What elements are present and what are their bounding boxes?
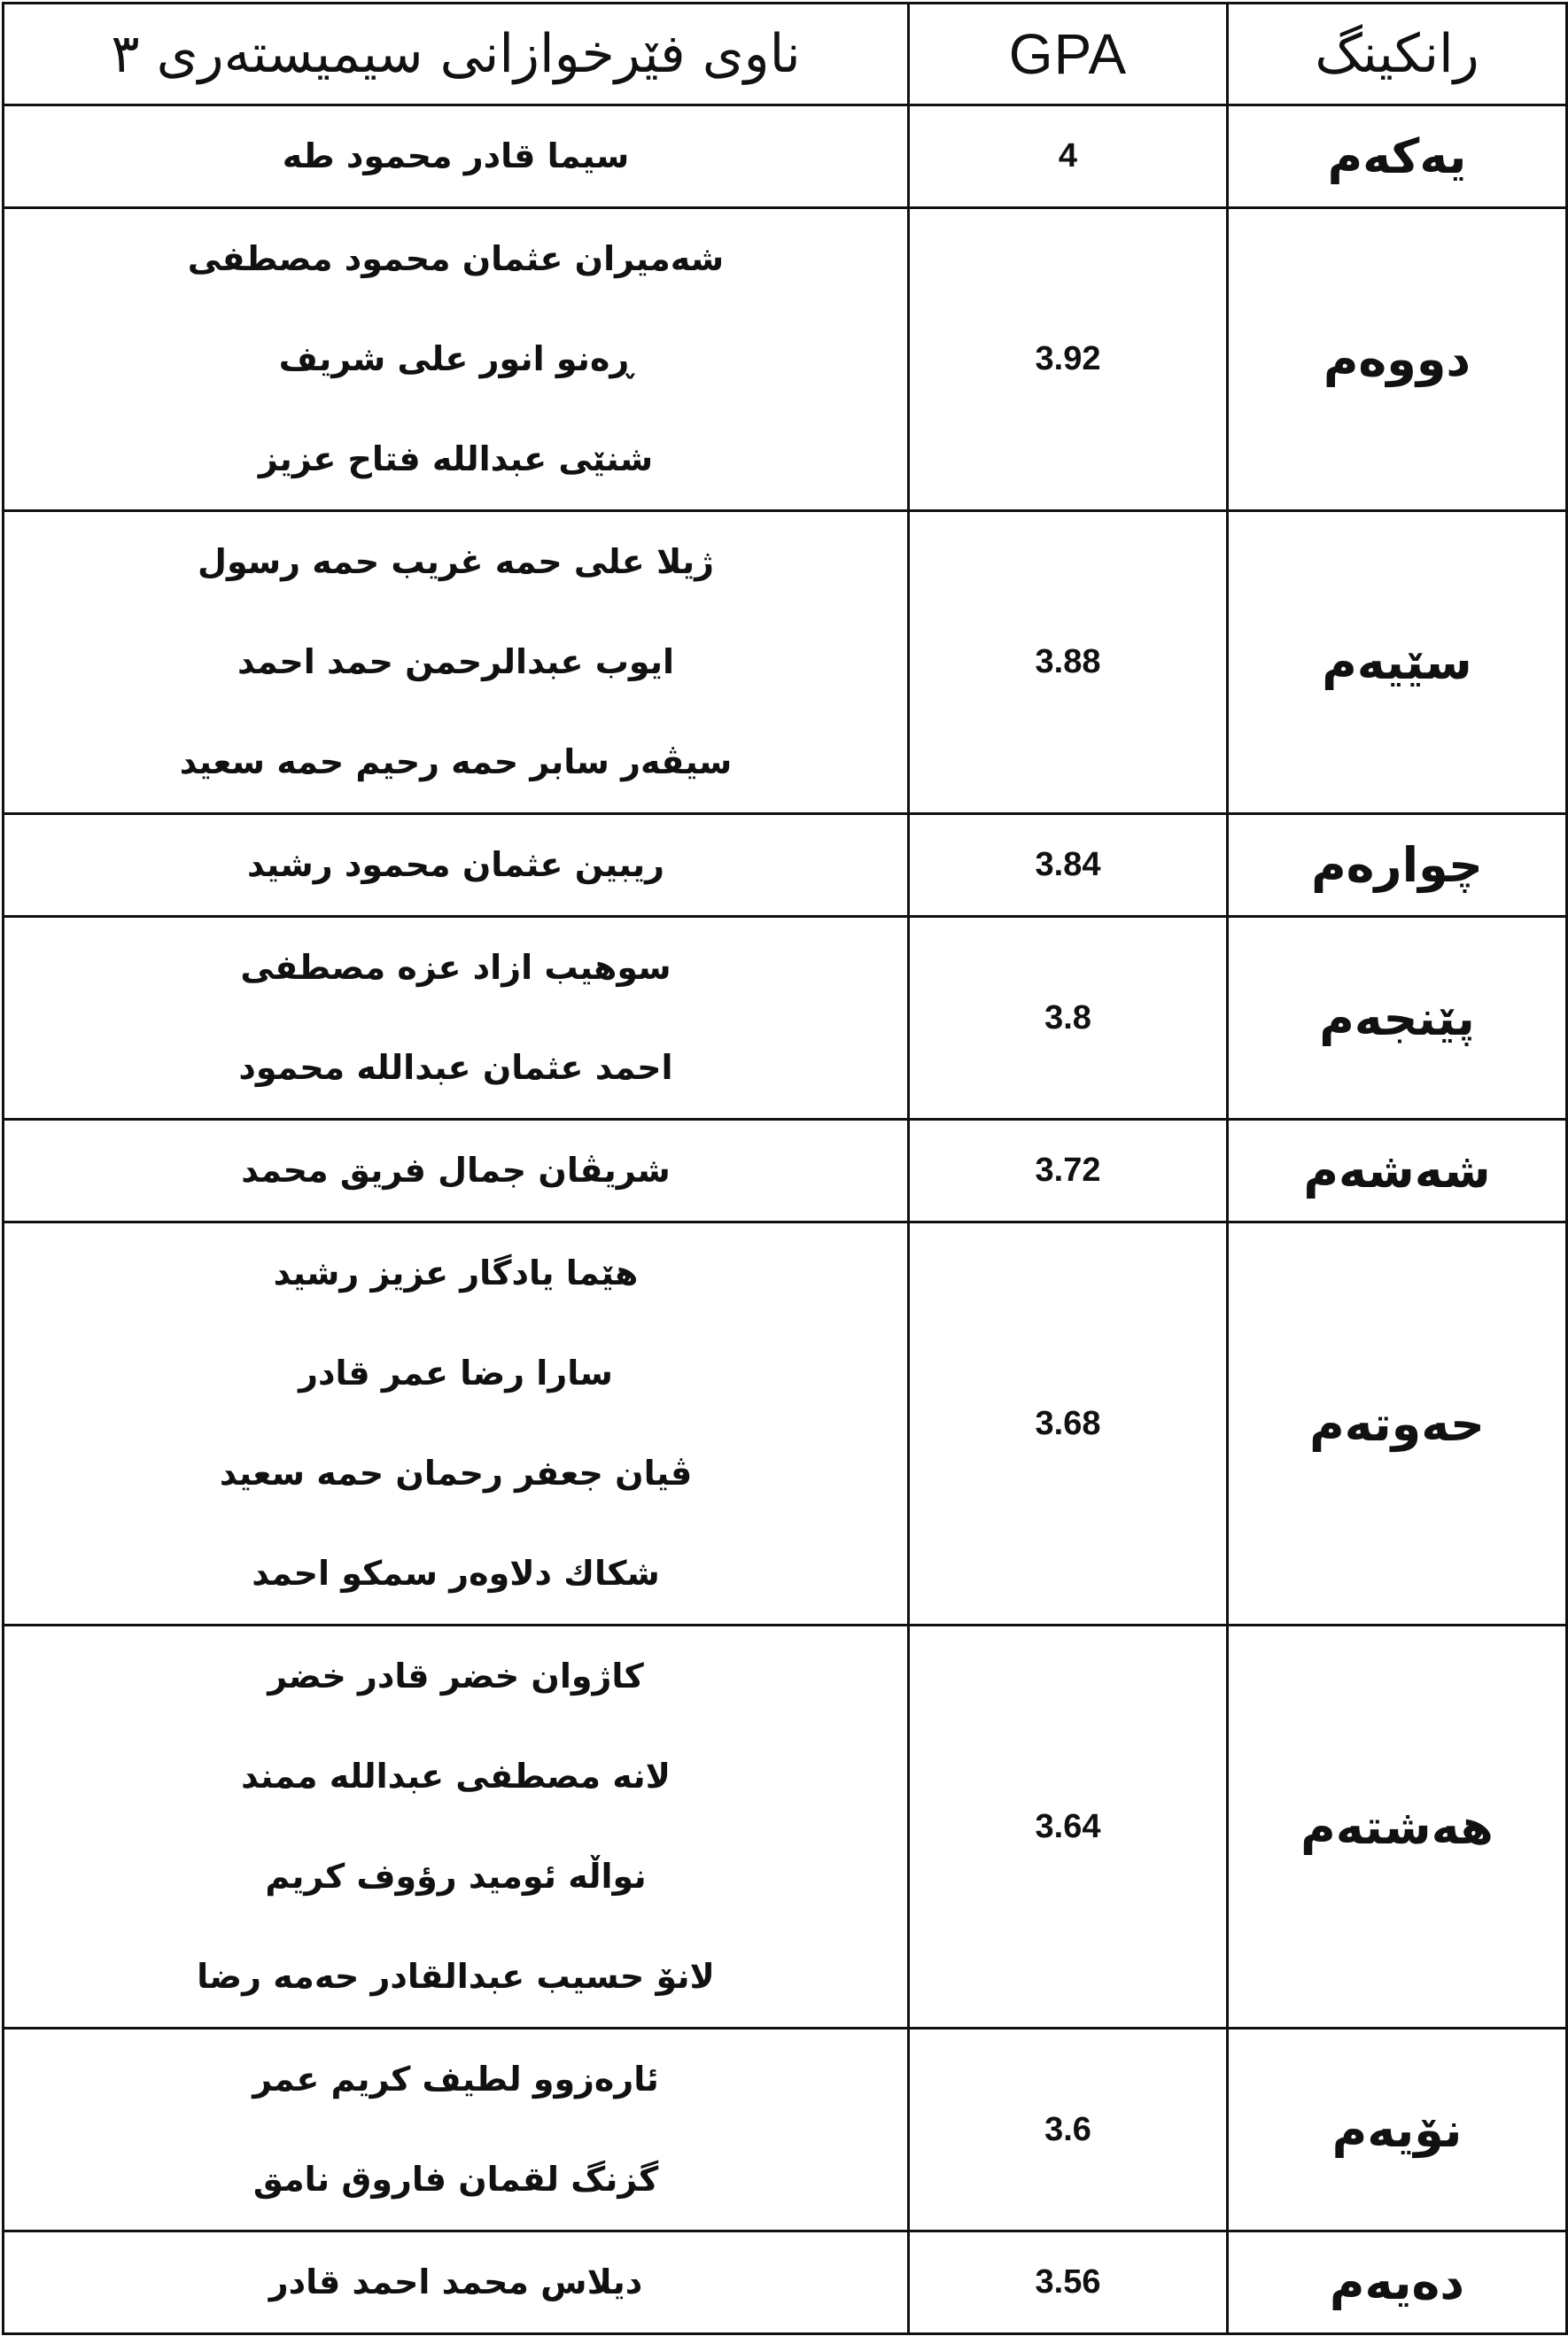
student-name: ژیلا علی حمه غریب حمه رسول [197,542,714,581]
gpa-value: 3.6 [909,2029,1228,2231]
rank-label: دووەم [1228,208,1567,511]
table-row [4,2029,1567,2231]
gpa-value: 3.8 [909,917,1228,1120]
names-cell [4,814,909,917]
names-cell [4,105,909,208]
student-name: شکاك دلاوەر سمکو احمد [252,1554,660,1593]
table-row [4,511,1567,814]
student-name: دیلاس محمد احمد قادر [268,2262,643,2301]
gpa-value: 4 [909,105,1228,208]
gpa-value: 3.72 [909,1120,1228,1222]
student-name: هێما یادگار عزیز رشید [273,1253,639,1292]
student-name: سوهیب ازاد عزه مصطفی [240,948,671,987]
table-row [4,2231,1567,2334]
names-cell [4,1120,909,1222]
rank-label: یەکەم [1228,105,1567,208]
gpa-value: 3.68 [909,1222,1228,1626]
table-body [4,105,1567,2334]
student-name: سارا رضا عمر قادر [299,1354,613,1393]
names-cell [4,2029,909,2231]
student-name: گزنگ لقمان فاروق نامق [252,2160,659,2199]
table-row [4,208,1567,511]
rank-column-header: رانكینگ [1228,4,1567,105]
table-row [4,1222,1567,1626]
header-row [4,4,1567,105]
names-column-header: ناوی فێرخوازانی سیمیستەری ٣ [4,4,909,105]
table-row [4,1626,1567,2029]
rank-label: دەیەم [1228,2231,1567,2334]
rank-label: سێیەم [1228,511,1567,814]
student-name: نواڵە ئومید رؤوف کریم [265,1857,647,1896]
rank-label: نۆیەم [1228,2029,1567,2231]
names-cell [4,2231,909,2334]
student-name: ڤیان جعفر رحمان حمه سعید [219,1454,693,1493]
student-name: ایوب عبدالرحمن حمد احمد [237,642,675,681]
table-row [4,917,1567,1120]
student-name: لانۆ حسیب عبدالقادر حەمه رضا [197,1957,715,1996]
rank-label: حەوتەم [1228,1222,1567,1626]
ranking-table [2,2,1568,2335]
student-name: شنێی عبدالله فتاح عزیز [258,439,654,478]
gpa-value: 3.64 [909,1626,1228,2029]
student-name: شریڤان جمال فریق محمد [241,1151,671,1190]
names-cell [4,1222,909,1626]
names-cell [4,1626,909,2029]
table-row [4,814,1567,917]
names-cell [4,208,909,511]
names-cell [4,511,909,814]
student-name: شەمیران عثمان محمود مصطفی [187,239,725,278]
rank-label: شەشەم [1228,1120,1567,1222]
student-name: سیڤەر سابر حمه رحیم حمه سعید [179,742,733,781]
gpa-column-header: GPA [909,4,1228,105]
rank-label: چوارەم [1228,814,1567,917]
student-name: احمد عثمان عبدالله محمود [238,1048,673,1087]
student-name: ڕەنو انور علی شریف [278,339,633,378]
rank-label: هەشتەم [1228,1626,1567,2029]
student-name: لانه مصطفی عبدالله ممند [241,1757,671,1796]
table-row [4,1120,1567,1222]
rank-label: پێنجەم [1228,917,1567,1120]
gpa-value: 3.84 [909,814,1228,917]
student-name: کاژوان خضر قادر خضر [268,1657,644,1696]
student-name: سیما قادر محمود طه [282,136,630,175]
student-name: ئارەزوو لطیف کریم عمر [252,2060,659,2099]
student-name: ریبین عثمان محمود رشید [246,845,665,884]
gpa-value: 3.56 [909,2231,1228,2334]
gpa-value: 3.92 [909,208,1228,511]
table-row [4,105,1567,208]
names-cell [4,917,909,1120]
gpa-value: 3.88 [909,511,1228,814]
